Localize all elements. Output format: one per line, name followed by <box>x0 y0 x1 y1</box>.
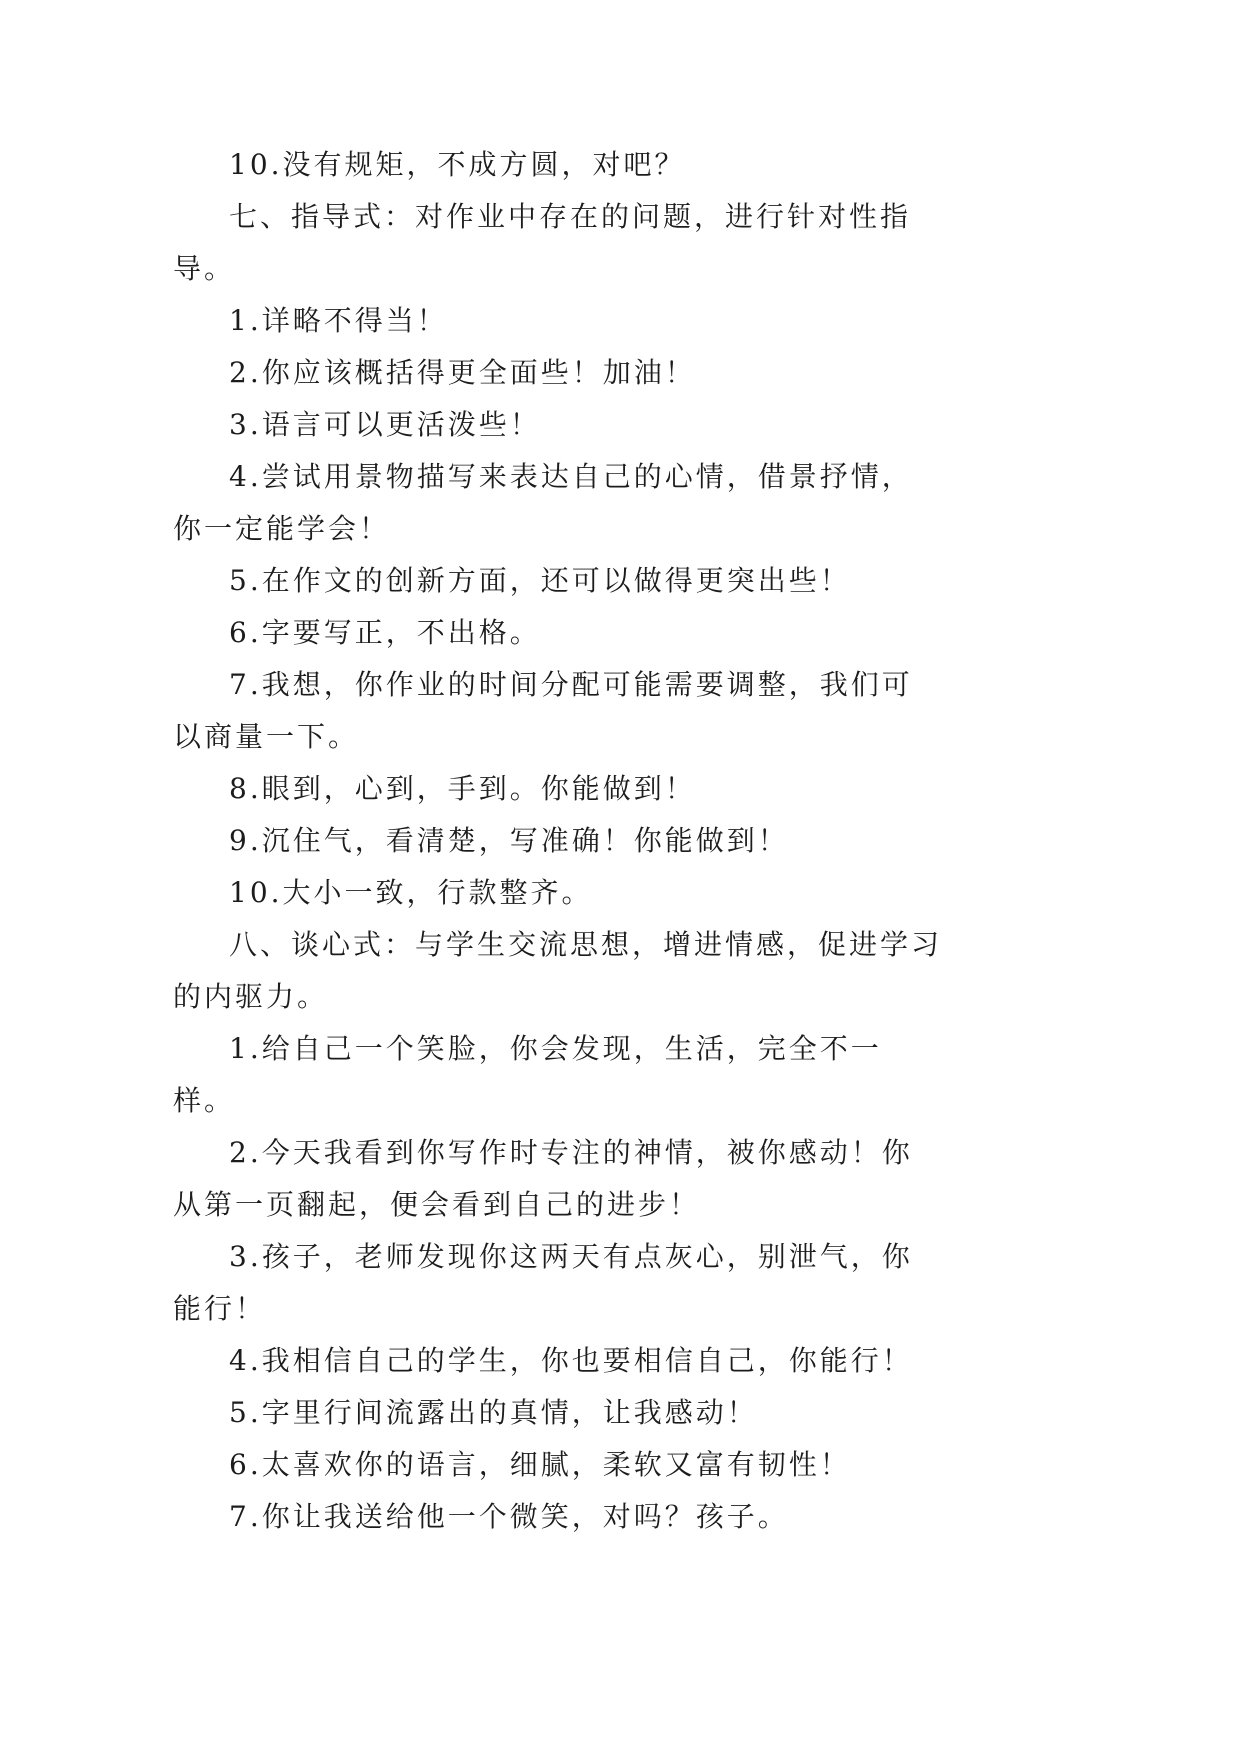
paragraph-guidance-8: 8.眼到，心到，手到。你能做到！ <box>229 772 696 805</box>
paragraph-heart-3: 3.孩子，老师发现你这两天有点灰心，别泄气，你能行！ <box>173 1240 913 1325</box>
paragraph-guidance-2: 2.你应该概括得更全面些！加油！ <box>229 356 696 389</box>
paragraph-guidance-6: 6.字要写正，不出格。 <box>229 616 541 649</box>
paragraph-guidance-7: 7.我想，你作业的时间分配可能需要调整，我们可以商量一下。 <box>173 668 913 753</box>
paragraph-guidance-3: 3.语言可以更活泼些！ <box>229 408 541 441</box>
paragraph-guidance-5: 5.在作文的创新方面，还可以做得更突出些！ <box>229 564 851 597</box>
paragraph-item-10-rules: 10.没有规矩，不成方圆，对吧？ <box>229 148 686 181</box>
paragraph-heart-7: 7.你让我送给他一个微笑，对吗？孩子。 <box>229 1500 789 1533</box>
paragraph-heart-2: 2.今天我看到你写作时专注的神情，被你感动！你从第一页翻起，便会看到自己的进步！ <box>173 1136 913 1221</box>
section-heading-heart-to-heart: 八、谈心式：与学生交流思想，增进情感，促进学习的内驱力。 <box>173 928 943 1013</box>
paragraph-guidance-10: 10.大小一致，行款整齐。 <box>229 876 593 909</box>
paragraph-heart-4: 4.我相信自己的学生，你也要相信自己，你能行！ <box>229 1344 913 1377</box>
paragraph-guidance-9: 9.沉住气，看清楚，写准确！你能做到！ <box>229 824 789 857</box>
paragraph-heart-5: 5.字里行间流露出的真情，让我感动！ <box>229 1396 758 1429</box>
paragraph-guidance-4: 4.尝试用景物描写来表达自己的心情，借景抒情，你一定能学会！ <box>173 460 913 545</box>
paragraph-heart-1: 1.给自己一个笑脸，你会发现，生活，完全不一样。 <box>173 1032 882 1117</box>
paragraph-guidance-1: 1.详略不得当！ <box>229 304 448 337</box>
paragraph-heart-6: 6.太喜欢你的语言，细腻，柔软又富有韧性！ <box>229 1448 851 1481</box>
document-body <box>173 139 943 1543</box>
section-heading-guidance: 七、指导式：对作业中存在的问题，进行针对性指导。 <box>173 200 912 285</box>
